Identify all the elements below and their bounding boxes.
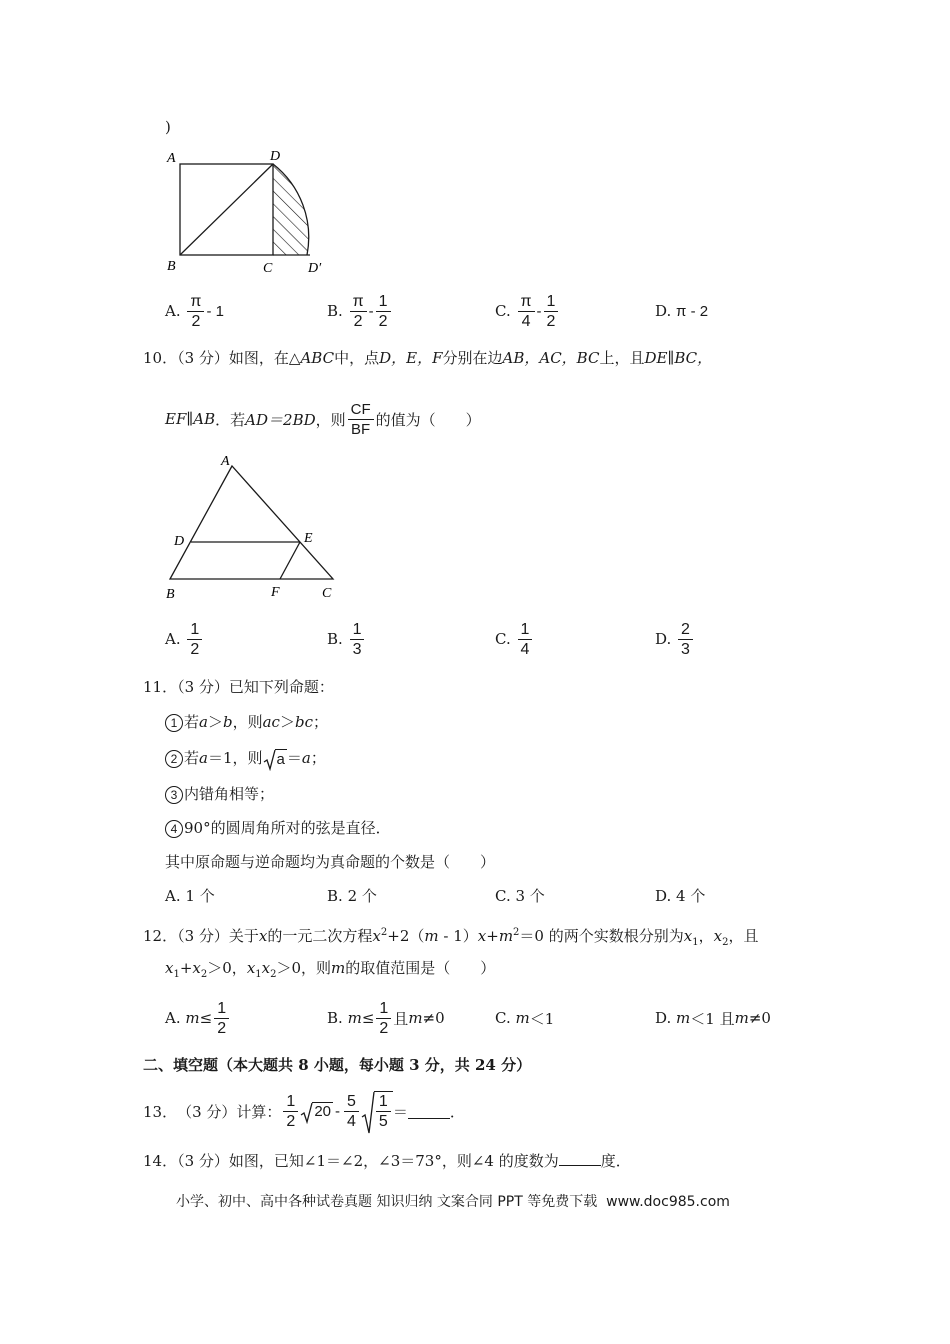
q9-label-a: A xyxy=(167,151,176,166)
math-text: EF∥AB xyxy=(165,410,216,428)
option-letter: A. xyxy=(165,630,181,648)
score: （3 分） xyxy=(177,1102,237,1121)
text: 计算： xyxy=(236,1102,282,1121)
math-text: x xyxy=(713,927,723,945)
text: ，则 xyxy=(315,410,346,429)
option-letter: D. xyxy=(655,302,672,320)
numerator: 1 xyxy=(376,1092,391,1112)
math-text: x xyxy=(477,927,487,945)
text: 90°的圆周角所对的弦是直径． xyxy=(184,819,391,837)
q12-option-d[interactable] xyxy=(655,997,771,1039)
q10-label-a: A xyxy=(221,454,230,469)
text: 的取值范围是（ ） xyxy=(345,959,496,977)
math-text: AD＝2BD xyxy=(245,410,316,429)
q11-item-2 xyxy=(165,748,326,770)
math-text: x xyxy=(192,959,201,977)
q11-item-1 xyxy=(165,712,328,732)
numerator: π xyxy=(350,292,367,312)
math-text: ABC xyxy=(300,349,335,367)
fraction xyxy=(518,292,535,331)
question-number: 12． xyxy=(143,927,178,945)
denominator: 2 xyxy=(353,312,363,330)
text: ≤ xyxy=(199,1009,213,1027)
score: （3 分） xyxy=(177,927,229,945)
question-number: 11． xyxy=(143,678,178,696)
q11-option-b[interactable] xyxy=(327,886,377,906)
q10-option-d[interactable] xyxy=(655,618,695,660)
option-letter: B. xyxy=(327,630,343,648)
q10-label-e: E xyxy=(304,531,313,546)
numerator: 5 xyxy=(344,1092,359,1112)
denominator: 2 xyxy=(286,1112,296,1130)
option-letter: B. xyxy=(327,1009,343,1027)
q10-segment-ef xyxy=(280,542,300,579)
q10-option-c[interactable] xyxy=(495,618,534,660)
text: +2（ xyxy=(387,927,425,945)
math-text: a xyxy=(301,749,311,767)
fraction xyxy=(283,1092,298,1131)
option-text: 3 个 xyxy=(515,887,545,905)
option-letter: B. xyxy=(327,302,343,320)
text: ，则 xyxy=(232,713,263,731)
q10-option-b[interactable] xyxy=(327,618,366,660)
fraction xyxy=(518,620,533,659)
option-letter: B. xyxy=(327,887,343,905)
subscript: 1 xyxy=(692,937,699,948)
minus-sign: - xyxy=(536,302,542,320)
math-text: a xyxy=(199,713,208,731)
sqrt-expression xyxy=(361,1091,393,1131)
option-letter: D. xyxy=(655,1009,672,1027)
text: ＝0 的两个实数根分别为 xyxy=(519,927,684,945)
text: ＞ xyxy=(207,713,223,731)
text: ＝ xyxy=(392,1102,408,1121)
score: （3 分） xyxy=(177,678,229,696)
math-text: m xyxy=(734,1009,749,1027)
math-text: x xyxy=(246,959,256,977)
denominator: 4 xyxy=(347,1112,356,1130)
sqrt-sign-icon xyxy=(300,1102,313,1124)
math-text: m xyxy=(498,927,514,945)
option-text: 2 个 xyxy=(347,887,377,905)
question-number: 13． xyxy=(143,1102,178,1121)
q10-option-a[interactable] xyxy=(165,618,204,660)
option-text: π - 2 xyxy=(676,302,709,320)
sqrt-sign-icon xyxy=(263,749,276,771)
fraction xyxy=(187,292,204,331)
option-letter: D. xyxy=(655,630,672,648)
math-text: DE∥BC， xyxy=(644,349,713,367)
answer-blank[interactable] xyxy=(559,1151,601,1166)
q9-option-a[interactable] xyxy=(165,290,224,332)
numerator: 1 xyxy=(376,999,391,1019)
math-text: x xyxy=(261,959,271,977)
text: ＞ xyxy=(279,713,295,731)
fraction xyxy=(376,292,391,331)
denominator: 4 xyxy=(520,640,530,658)
fraction xyxy=(214,999,229,1038)
circled-number: 3 xyxy=(165,786,183,804)
text: 已知下列命题： xyxy=(228,678,334,696)
text: ， xyxy=(698,927,714,945)
q10-stem-line2 xyxy=(165,397,481,441)
fraction xyxy=(678,620,693,659)
option-letter: A. xyxy=(165,302,181,320)
option-rest: - 1 xyxy=(206,302,224,320)
math-text: x xyxy=(258,927,268,945)
circled-number: 4 xyxy=(165,820,183,838)
option-letter: C. xyxy=(495,302,511,320)
numerator: π xyxy=(518,292,535,312)
math-text: ac xyxy=(262,713,280,731)
q10-label-f: F xyxy=(271,585,280,600)
denominator: 5 xyxy=(378,1113,388,1130)
text: 的一元二次方程 xyxy=(267,927,373,945)
text: ； xyxy=(310,749,326,767)
text: ≤ xyxy=(361,1009,375,1027)
text: 度． xyxy=(600,1152,631,1170)
numerator: 1 xyxy=(283,1092,298,1112)
q9-figure xyxy=(160,142,340,277)
option-letter: A. xyxy=(165,887,181,905)
denominator: 3 xyxy=(352,640,362,658)
question-number: 10． xyxy=(143,349,178,367)
fraction xyxy=(344,1092,359,1131)
text: + xyxy=(486,927,499,945)
numerator: 1 xyxy=(376,292,391,312)
text: 内错角相等； xyxy=(184,785,275,803)
numerator: 2 xyxy=(678,620,693,640)
option-letter: C. xyxy=(495,1009,511,1027)
text: ＞0， xyxy=(207,959,247,977)
subscript: 2 xyxy=(200,969,208,980)
q14-stem xyxy=(143,1151,631,1171)
subscript: 2 xyxy=(722,937,729,948)
q11-stem xyxy=(143,677,334,697)
denominator: 2 xyxy=(378,312,388,330)
math-text: m xyxy=(347,1009,362,1027)
text: ＜1 且 xyxy=(690,1009,735,1028)
math-text: a xyxy=(199,749,208,767)
text: ． xyxy=(449,1102,465,1121)
text: 如图，在△ xyxy=(228,349,301,367)
superscript: 2 xyxy=(513,927,520,938)
math-text: m xyxy=(515,1009,530,1027)
q9-label-b: B xyxy=(167,259,176,274)
math-text: b xyxy=(222,713,233,731)
text: ，且 xyxy=(728,927,759,945)
superscript: 2 xyxy=(380,927,388,938)
footer-url[interactable]: www.doc985.com xyxy=(606,1194,730,1210)
q9-shaded-region xyxy=(273,164,309,255)
numerator: 1 xyxy=(214,999,229,1019)
denominator: BF xyxy=(351,420,371,438)
score: （3 分） xyxy=(177,349,229,367)
q12-option-a[interactable] xyxy=(165,997,231,1039)
q9-option-c[interactable] xyxy=(495,290,560,332)
math-text: x xyxy=(372,927,381,945)
math-text: x xyxy=(683,927,693,945)
text: 若 xyxy=(184,713,200,731)
option-text: 4 个 xyxy=(676,887,706,905)
q13-stem xyxy=(143,1088,465,1134)
q10-triangle xyxy=(170,466,333,579)
circled-number: 2 xyxy=(165,750,183,768)
math-text: x xyxy=(165,959,174,977)
numerator: π xyxy=(187,292,204,312)
text: ＜1 xyxy=(529,1009,555,1028)
text: 若 xyxy=(184,749,200,767)
option-letter: A. xyxy=(165,1009,181,1027)
option-text: 1 个 xyxy=(185,887,215,905)
q11-option-d[interactable] xyxy=(655,886,705,906)
subscript: 1 xyxy=(255,969,262,980)
math-text: m xyxy=(676,1009,691,1027)
fraction xyxy=(350,620,365,659)
question-number: 14． xyxy=(143,1152,178,1170)
fraction xyxy=(348,400,374,439)
q9-label-d: D xyxy=(270,149,281,164)
text: 的值为（ ） xyxy=(375,410,481,429)
text: ＞0，则 xyxy=(276,959,332,977)
text: 关于 xyxy=(228,927,259,945)
math-text: m xyxy=(185,1009,200,1027)
q12-option-c[interactable] xyxy=(495,997,554,1039)
denominator: 4 xyxy=(521,312,531,330)
numerator: 1 xyxy=(350,620,365,640)
sqrt-expression xyxy=(300,1102,333,1120)
text: ＝1，则 xyxy=(207,749,263,767)
q10-stem-line1 xyxy=(143,348,712,368)
text: 上，且 xyxy=(599,349,645,367)
q12-stem-line1 xyxy=(143,923,758,953)
numerator: 1 xyxy=(187,620,202,640)
q12-stem-line2 xyxy=(165,958,495,985)
denominator: 2 xyxy=(546,312,556,330)
text: 分别在边 xyxy=(442,349,503,367)
q9-label-c: C xyxy=(263,261,273,276)
fraction xyxy=(187,620,202,659)
section-title: 二、填空题（本大题共 8 小题，每小题 3 分，共 24 分） xyxy=(143,1056,532,1074)
option-letter: C. xyxy=(495,887,511,905)
text: 中，点 xyxy=(334,349,380,367)
minus-sign: - xyxy=(335,1102,341,1120)
fraction xyxy=(376,999,391,1038)
math-text: bc xyxy=(294,713,313,731)
q11-question: 其中原命题与逆命题均为真命题的个数是（ ） xyxy=(165,853,496,871)
denominator: 2 xyxy=(191,312,201,330)
subscript: 1 xyxy=(173,969,180,980)
q9-option-b[interactable] xyxy=(327,290,393,332)
text: ≠0 xyxy=(422,1009,445,1027)
numerator: 1 xyxy=(544,292,559,312)
q12-option-b[interactable] xyxy=(327,997,445,1039)
text: + xyxy=(179,959,193,977)
numerator: 1 xyxy=(518,620,533,640)
q9-closing-paren: ) xyxy=(165,118,171,136)
q11-option-c[interactable] xyxy=(495,886,545,906)
text: 如图，已知∠1＝∠2，∠3＝73°，则∠4 的度数为 xyxy=(228,1152,559,1170)
minus-sign: - xyxy=(368,302,374,320)
denominator: 2 xyxy=(379,1019,389,1037)
text: 且 xyxy=(393,1009,409,1028)
subscript: 2 xyxy=(270,969,277,980)
fraction xyxy=(544,292,559,331)
score: （3 分） xyxy=(177,1152,229,1170)
math-text: AB，AC，BC xyxy=(502,349,600,367)
denominator: 2 xyxy=(190,640,200,658)
text: - 1） xyxy=(438,927,478,945)
q9-option-d[interactable] xyxy=(655,290,708,332)
q10-label-d: D xyxy=(174,534,185,549)
option-letter: C. xyxy=(495,630,511,648)
math-text: m xyxy=(408,1009,423,1027)
q10-label-b: B xyxy=(166,587,175,602)
denominator: 3 xyxy=(681,640,690,658)
numerator: CF xyxy=(348,400,374,420)
radicand: 20 xyxy=(314,1103,332,1120)
answer-blank[interactable] xyxy=(408,1104,450,1119)
math-text: D，E，F xyxy=(379,349,443,367)
fraction xyxy=(376,1092,391,1131)
text: ； xyxy=(312,713,328,731)
math-text: m xyxy=(424,927,439,945)
math-text: m xyxy=(331,959,346,977)
text: ．若 xyxy=(215,410,246,429)
q11-item-3 xyxy=(165,784,274,804)
circled-number: 1 xyxy=(165,714,183,732)
radicand: a xyxy=(276,750,285,768)
text: ＝ xyxy=(286,749,302,767)
q11-option-a[interactable] xyxy=(165,886,215,906)
text: ≠0 xyxy=(748,1009,771,1027)
sqrt-expression xyxy=(263,749,287,770)
option-letter: D. xyxy=(655,887,672,905)
q10-label-c: C xyxy=(322,586,332,601)
q11-item-4 xyxy=(165,818,391,838)
q9-diagonal-bd xyxy=(180,164,273,255)
footer-text: 小学、初中、高中各种试卷真题 知识归纳 文案合同 PPT 等免费下载 xyxy=(176,1194,598,1210)
page-footer xyxy=(176,1192,730,1212)
q10-figure xyxy=(160,450,350,605)
q9-label-dprime: D′ xyxy=(308,261,322,276)
fraction xyxy=(350,292,367,331)
sqrt-sign-icon xyxy=(361,1091,375,1135)
denominator: 2 xyxy=(217,1019,227,1037)
